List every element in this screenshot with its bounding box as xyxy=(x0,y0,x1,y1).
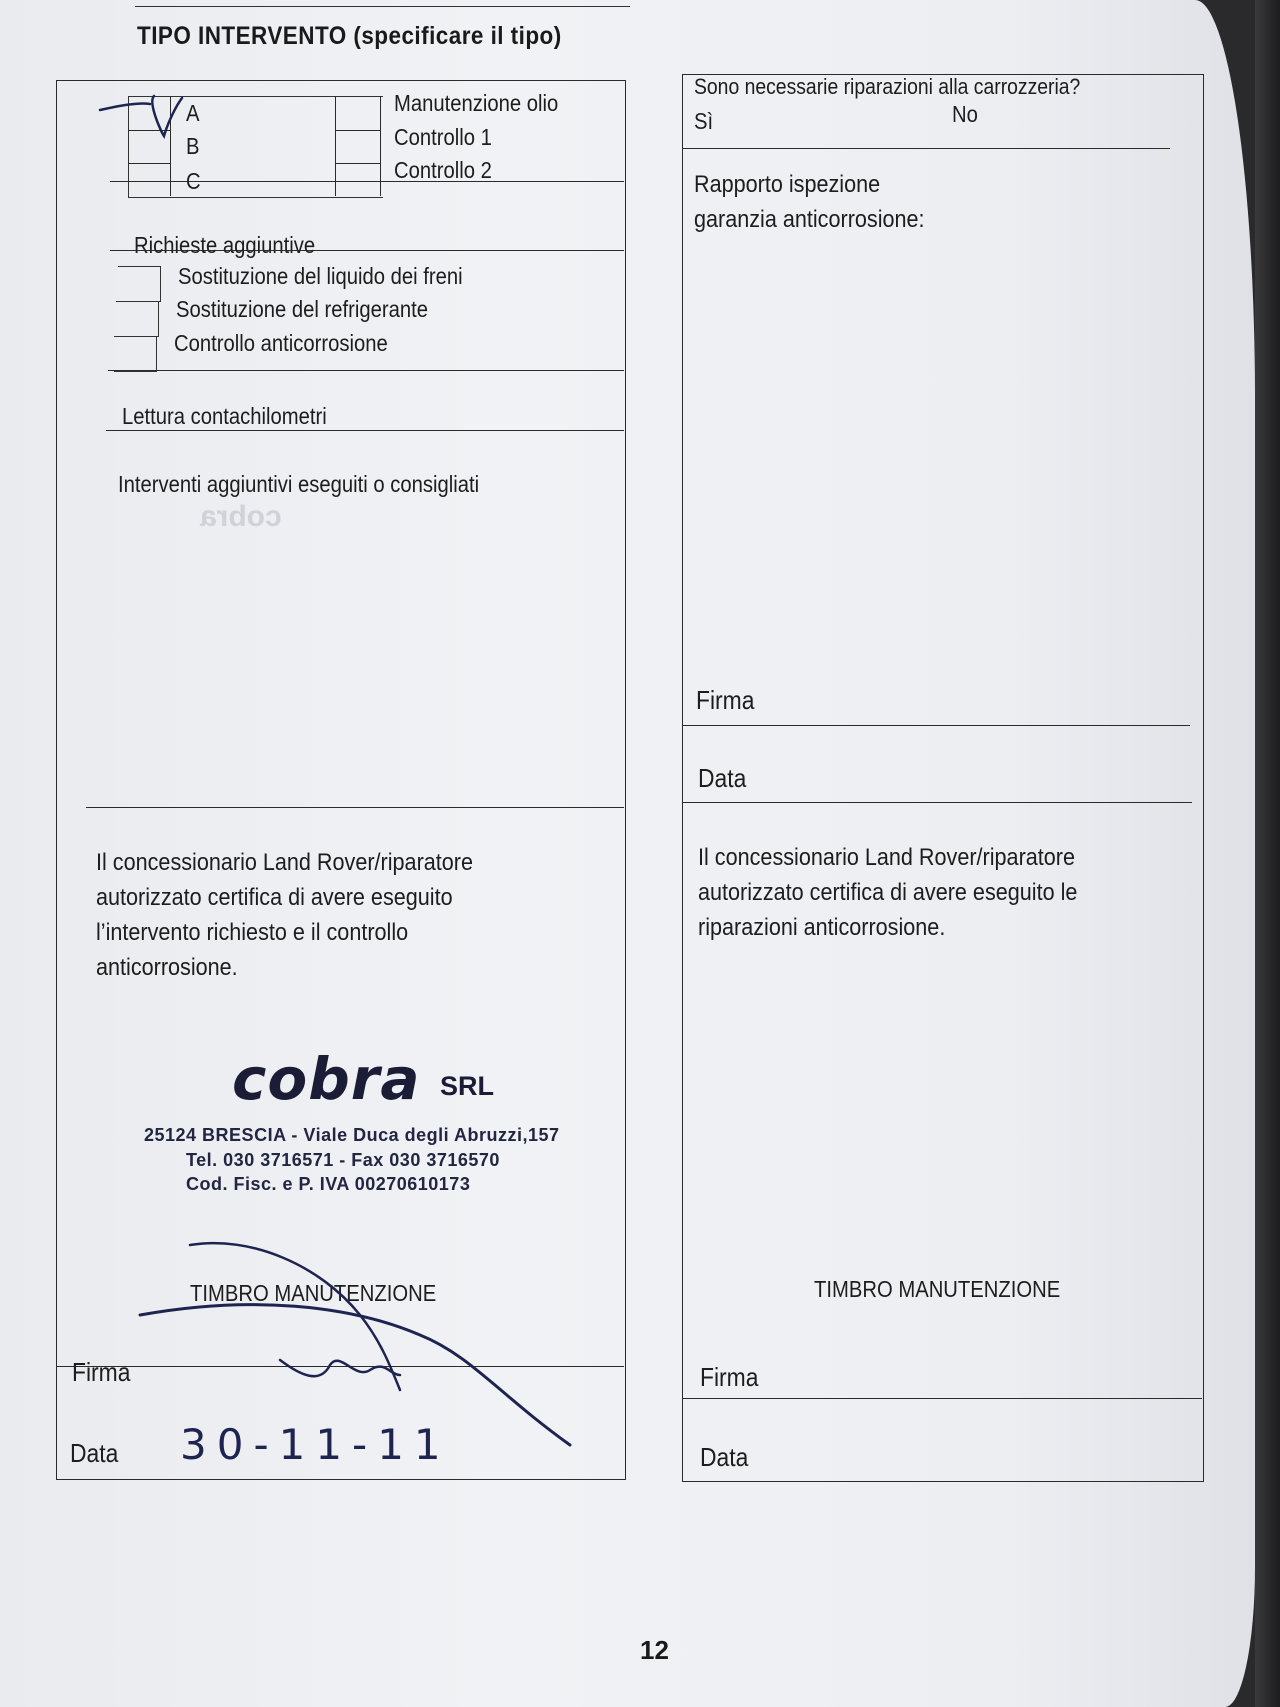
stamp-logo: cobra xyxy=(232,1045,421,1113)
left-certification-text: Il concessionario Land Rover/riparatore autorizzato certifica di avere eseguito l’intervento richiesto e il controllo anticorrosione. xyxy=(96,849,474,981)
odometer-label: Lettura contachilometri xyxy=(122,403,327,429)
top-rule xyxy=(135,6,630,7)
stamp-tax: Cod. Fisc. e P. IVA 00270610173 xyxy=(186,1174,471,1194)
page-number: 12 xyxy=(640,1635,669,1665)
type-label-c: Controllo 2 xyxy=(394,157,492,183)
binding-shadow xyxy=(1255,0,1280,1707)
stamp-address: 25124 BRESCIA - Viale Duca degli Abruzzi,157 xyxy=(144,1125,560,1145)
left-date-label: Data xyxy=(70,1438,119,1468)
right-stamp-label: TIMBRO MANUTENZIONE xyxy=(814,1276,1061,1302)
left-signature-label: Firma xyxy=(72,1357,131,1387)
right-form-frame xyxy=(682,74,1204,1482)
stamp-srl: SRL xyxy=(440,1071,494,1101)
bodywork-yes[interactable]: Sì xyxy=(694,108,714,134)
right-date-label: Data xyxy=(698,763,747,793)
type-letter-b: B xyxy=(186,133,200,159)
request-label-3: Controllo anticorrosione xyxy=(174,330,388,356)
left-stamp-label: TIMBRO MANUTENZIONE xyxy=(190,1280,437,1306)
page-title: TIPO INTERVENTO (specificare il tipo) xyxy=(137,22,562,50)
additional-work-label: Interventi aggiuntivi eseguiti o consigliati xyxy=(118,471,480,497)
bodywork-no[interactable]: No xyxy=(952,101,978,127)
right-certification-text: Il concessionario Land Rover/riparatore autorizzato certifica di avere eseguito le riparazioni anticorrosione. xyxy=(698,844,1078,941)
type-letter-c: C xyxy=(186,168,201,194)
request-checkbox-2[interactable] xyxy=(116,301,159,337)
show-through-stamp: cobra xyxy=(200,500,282,533)
check-mark-icon xyxy=(98,92,188,152)
handwritten-date: 30-11-11 xyxy=(180,1420,451,1469)
request-checkbox-1[interactable] xyxy=(118,266,161,302)
bodywork-question: Sono necessarie riparazioni alla carrozzeria? xyxy=(694,74,1081,99)
request-label-1: Sostituzione del liquido dei freni xyxy=(178,263,463,289)
type-label-a: Manutenzione olio xyxy=(394,90,559,116)
request-label-2: Sostituzione del refrigerante xyxy=(176,296,429,322)
type-label-b: Controllo 1 xyxy=(394,124,492,150)
inspection-label: Rapporto ispezione garanzia anticorrosione: xyxy=(694,171,925,233)
type-letter-a: A xyxy=(186,100,200,126)
type-checkbox-c[interactable] xyxy=(132,167,162,193)
right-signature-label: Firma xyxy=(696,685,755,715)
stamp-phone: Tel. 030 3716571 - Fax 030 3716570 xyxy=(186,1150,500,1170)
request-checkbox-3[interactable] xyxy=(114,336,157,372)
additional-requests-label: Richieste aggiuntive xyxy=(134,232,316,258)
right-date-label-2: Data xyxy=(700,1442,749,1472)
right-signature-label-2: Firma xyxy=(700,1362,759,1392)
